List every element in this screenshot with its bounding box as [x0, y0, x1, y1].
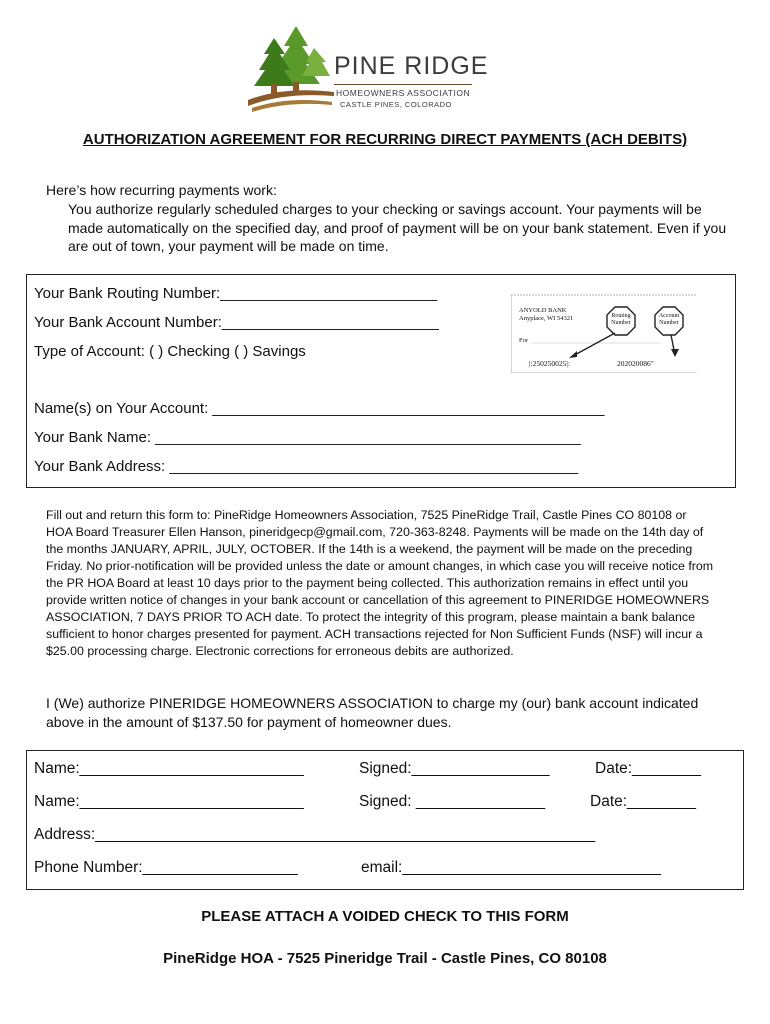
intro-body: You authorize regularly scheduled charges to your checking or savings account. Your payments will be made automatically on the specified day, and proof of payment will be on your bank statement. Even if you are out of town, your payment will be made on time. — [68, 201, 727, 254]
check-routing-number: |:250250025|: — [529, 359, 570, 368]
sample-check-image — [511, 285, 697, 373]
logo-location: CASTLE PINES, COLORADO — [340, 100, 452, 109]
bank-name-field[interactable]: Your Bank Name: ___________________________________________________ — [34, 429, 581, 446]
document-title: AUTHORIZATION AGREEMENT FOR RECURRING DIRECT PAYMENTS (ACH DEBITS) — [82, 131, 688, 148]
pine-tree-logo-icon — [244, 22, 336, 114]
signed-field-2[interactable]: Signed: _______________ — [359, 793, 546, 810]
phone-field[interactable]: Phone Number:__________________ — [34, 859, 298, 876]
routing-number-tag: Routing Number — [611, 313, 631, 326]
check-bank-name: ANYOLD BANK Anyplace, WI 54321 — [519, 307, 574, 322]
bank-info-box — [26, 274, 736, 488]
routing-number-field[interactable]: Your Bank Routing Number:__________________________ — [34, 285, 438, 302]
account-number-tag: Account Number — [658, 313, 680, 326]
email-field[interactable]: email:______________________________ — [361, 859, 661, 876]
account-names-field[interactable]: Name(s) on Your Account: _______________________________________________ — [34, 400, 605, 417]
name-field-1[interactable]: Name:__________________________ — [34, 760, 304, 777]
account-number-field[interactable]: Your Bank Account Number:__________________________ — [34, 314, 439, 331]
name-field-2[interactable]: Name:__________________________ — [34, 793, 304, 810]
date-field-2[interactable]: Date:________ — [590, 793, 697, 810]
signature-box — [26, 750, 744, 890]
logo-subtitle: HOMEOWNERS ASSOCIATION — [336, 88, 471, 98]
bank-address-field[interactable]: Your Bank Address: _________________________________________________ — [34, 458, 579, 475]
date-field-1[interactable]: Date:________ — [595, 760, 702, 777]
attach-check-note: PLEASE ATTACH A VOIDED CHECK TO THIS FORM — [201, 908, 569, 925]
address-field[interactable]: Address:__________________________________________________________ — [34, 826, 596, 843]
logo-title: PINE RIDGE — [334, 52, 489, 80]
terms-paragraph: Fill out and return this form to: PineRidge Homeowners Association, 7525 PineRidge Trail, Castle Pines CO 80108 or HOA Board Treasurer Ellen Hanson, pineridgecp@gmail.com, 720-363-8248. Payments will be made on the 14th day of the months JANUARY, APRIL, JULY, OCTOBER. If the 14th is a weekend, the payment will be made on the preceding Friday. No prior-notification will be provided unless the date or amount changes, in which case you will receive notice from the PR HOA Board at least 10 days prior to the payment being collected. This authorization remains in effect until you provide written notice of changes in your bank account or cancellation of this agreement to PINERIDGE HOMEOWNERS ASSOCIATION, 7 DAYS PRIOR TO ACH date. To protect the integrity of this program, please maintain a bank balance sufficient to honor charges presented for payment. ACH transactions rejected for Non Sufficient Funds (NSF) will incur a $25.00 processing charge. Electronic corrections for erroneous debits are authorized. — [46, 508, 714, 658]
check-for-label: For — [519, 337, 529, 344]
pine-ridge-logo — [244, 22, 489, 114]
account-type-field[interactable]: Type of Account: ( ) Checking ( ) Savings — [34, 343, 306, 360]
authorization-statement: I (We) authorize PINERIDGE HOMEOWNERS ASSOCIATION to charge my (our) bank account indicated above in the amount of $137.50 for payment of homeowner dues. — [46, 695, 699, 730]
check-account-number: 202020086" — [617, 359, 654, 368]
intro-lead: Here’s how recurring payments work: — [46, 182, 277, 198]
logo-divider — [334, 84, 472, 85]
signed-field-1[interactable]: Signed:________________ — [359, 760, 550, 777]
footer-address: PineRidge HOA - 7525 Pineridge Trail - Castle Pines, CO 80108 — [163, 950, 607, 967]
